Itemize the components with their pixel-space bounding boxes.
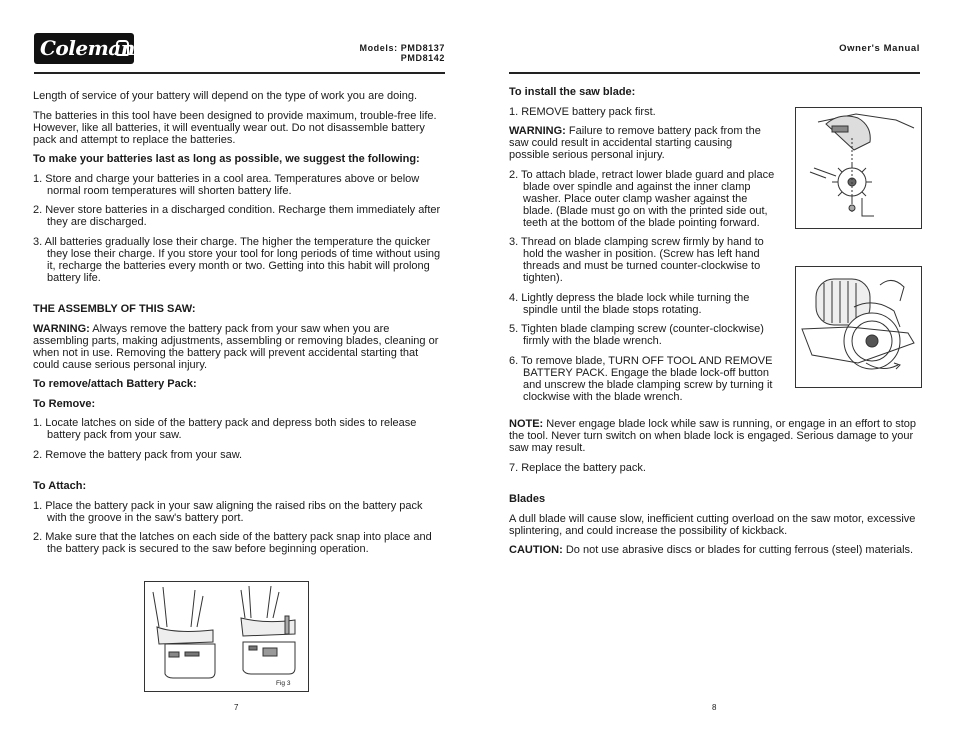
attach-heading: To Attach: xyxy=(33,480,87,492)
install-step-2: 2. To attach blade, retract lower blade guard and place blade over spindle and against the inner clamp washer. Place outer clamp washer against the blade. (Blade must go on with the printed side out, teeth at the bottom of the blade pointing forward. xyxy=(509,168,775,229)
remove-heading: To Remove: xyxy=(33,397,96,410)
blade-exploded-drawing xyxy=(796,108,921,228)
install-step-3: 3. Thread on blade clamping screw firmly by hand to hold the washer in position. (Screw has left hand threads and must be turned counter-clockwise to tighten). xyxy=(509,236,764,284)
caution-paragraph xyxy=(509,544,921,556)
blades-heading: Blades xyxy=(509,493,546,505)
spacer xyxy=(33,291,445,303)
coleman-logo xyxy=(34,33,134,64)
page-number-right: 8 xyxy=(712,703,717,712)
battery-design-paragraph: The batteries in this tool have been designed to provide maximum, trouble-free life. However, like all batteries, it will eventually wear out. Do not disassemble battery pack and attempt to replace the batteries. xyxy=(33,109,437,146)
tips-heading: To make your batteries last as long as possible, we suggest the following: xyxy=(33,153,420,165)
models-label xyxy=(320,43,445,63)
tip-2: 2. Never store batteries in a discharged condition. Recharge them immediately after they are discharged. xyxy=(33,204,441,228)
blade-exploded-illustration xyxy=(795,107,922,229)
lantern-icon xyxy=(116,40,129,56)
warning-label: WARNING: xyxy=(509,125,566,137)
left-header-rule xyxy=(34,72,445,74)
install-step-6: 6. To remove blade, TURN OFF TOOL AND REMOVE BATTERY PACK. Engage the blade lock-off button and unscrew the blade clamping screw by turning it clockwise with the blade wrench. xyxy=(509,354,773,403)
remove-attach-heading: To remove/attach Battery Pack: xyxy=(33,378,197,390)
models-line-1: Models: PMD8137 xyxy=(359,43,445,53)
note-label: NOTE: xyxy=(509,418,544,430)
install-step-1: 1. REMOVE battery pack first. xyxy=(509,105,656,118)
install-step-4: 4. Lightly depress the blade lock while turning the spindle until the blade stops rotating. xyxy=(509,291,750,316)
attach-step-2: 2. Make sure that the latches on each side of the battery pack snap into place and the battery pack is secured to the saw before beginning operation. xyxy=(33,531,432,555)
install-step-7: 7. Replace the battery pack. xyxy=(509,461,646,474)
manual-title: Owner's Manual xyxy=(839,43,920,54)
page-number-left: 7 xyxy=(234,703,239,712)
spacer xyxy=(33,468,445,480)
fig-3-label: Fig 3 xyxy=(276,680,291,687)
assembly-warning xyxy=(33,323,445,371)
fig-3-illustration xyxy=(144,581,309,692)
install-warning xyxy=(509,125,775,161)
blade-lock-illustration xyxy=(795,266,922,388)
right-column-bottom xyxy=(509,418,921,564)
right-column-top xyxy=(509,86,775,410)
assembly-heading: THE ASSEMBLY OF THIS SAW: xyxy=(33,303,196,315)
warning-text: Always remove the battery pack from your saw when you are assembling parts, making adjustments, assembling or removing blades, cleaning or when not in use. Removing the battery pack will prevent accidental starting that could cause serious personal injury. xyxy=(33,322,439,371)
note-text: Never engage blade lock while saw is running, or engage in an effort to stop the tool. Never turn switch on when blade lock is engaged. Serious damage to your saw may result. xyxy=(509,418,917,454)
blade-lock-drawing xyxy=(796,267,921,387)
remove-step-2: 2. Remove the battery pack from your saw. xyxy=(33,448,243,461)
remove-step-1: 1. Locate latches on side of the battery pack and depress both sides to release battery pack from your saw. xyxy=(33,417,417,441)
attach-step-1: 1. Place the battery pack in your saw aligning the raised ribs on the battery pack with the groove in the saw's battery port. xyxy=(33,499,423,524)
blades-paragraph: A dull blade will cause slow, inefficient cutting overload on the saw motor, excessive splintering, and could increase the possibility of kickback. xyxy=(509,512,916,537)
warning-label: WARNING: xyxy=(33,322,90,335)
tip-3: 3. All batteries gradually lose their charge. The higher the temperature the quicker they lose their charge. If you store your tool for long periods of time without using it, recharge the batteries every month or two. Getting into this habit will prolong battery life. xyxy=(33,235,441,284)
spacer xyxy=(509,481,921,493)
models-line-2: PMD8142 xyxy=(400,53,445,63)
caution-text: Do not use abrasive discs or blades for cutting ferrous (steel) materials. xyxy=(562,544,914,556)
install-heading: To install the saw blade: xyxy=(509,86,636,98)
logo-text: Coleman xyxy=(40,36,135,60)
caution-label: CAUTION: xyxy=(509,544,563,556)
tip-1: 1. Store and charge your batteries in a cool area. Temperatures above or below normal room temperatures will shorten battery life. xyxy=(33,172,420,197)
right-header-rule xyxy=(509,72,920,74)
install-step-5: 5. Tighten blade clamping screw (counter-clockwise) firmly with the blade wrench. xyxy=(509,323,764,347)
battery-pack-drawing xyxy=(145,582,308,691)
warning-text: Failure to remove battery pack from the saw could result in accidental starting causing possible serious personal injury. xyxy=(509,125,761,161)
note-paragraph xyxy=(509,418,921,454)
battery-life-paragraph: Length of service of your battery will depend on the type of work you are doing. xyxy=(33,90,418,102)
left-column xyxy=(33,90,445,563)
